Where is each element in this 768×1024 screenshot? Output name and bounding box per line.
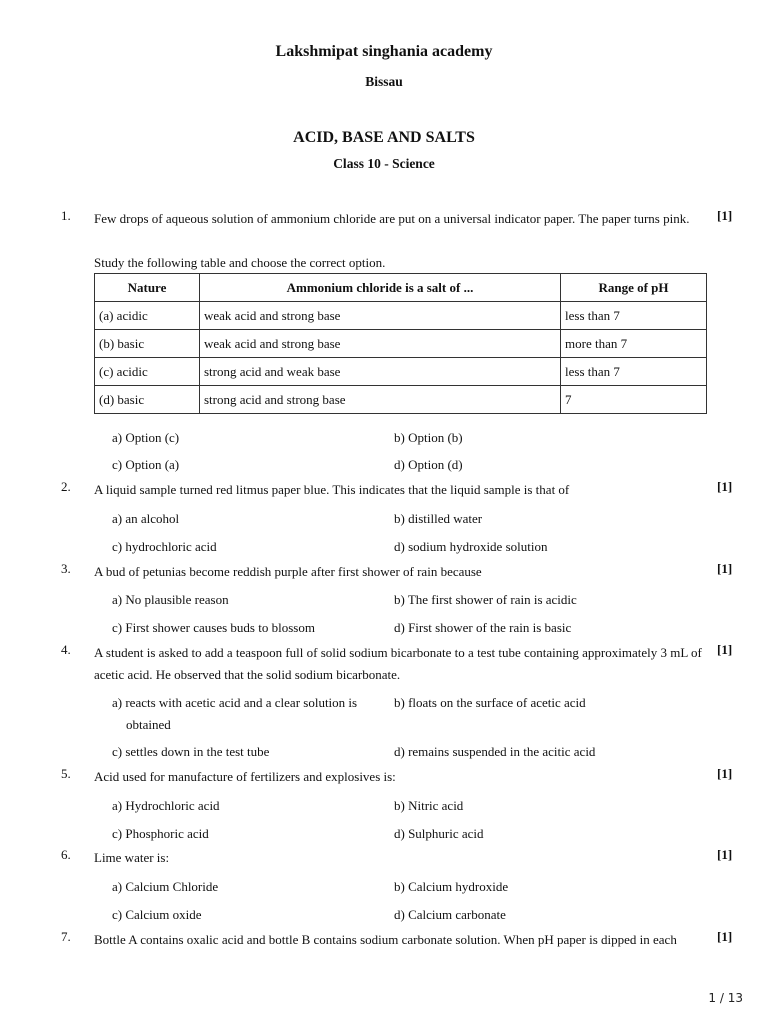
table-cell: less than 7 bbox=[561, 302, 707, 330]
table-header-cell: Range of pH bbox=[561, 274, 707, 302]
question-marks: [1] bbox=[717, 642, 733, 657]
option-b[interactable]: b) distilled water bbox=[394, 511, 483, 526]
table-cell: (b) basic bbox=[95, 330, 200, 358]
option-c[interactable]: c) Option (a) bbox=[112, 457, 180, 472]
option-a[interactable]: a) Option (c) bbox=[112, 430, 180, 445]
table-cell: 7 bbox=[561, 386, 707, 414]
option-b[interactable]: b) The first shower of rain is acidic bbox=[394, 592, 577, 607]
question-number: 2. bbox=[61, 479, 71, 494]
option-a[interactable]: a) Hydrochloric acid bbox=[112, 798, 220, 813]
option-a[interactable]: a) an alcohol bbox=[112, 511, 180, 526]
table-cell: weak acid and strong base bbox=[200, 330, 561, 358]
table-header-row bbox=[95, 274, 707, 302]
question-number: 7. bbox=[61, 929, 71, 944]
school-location: Bissau bbox=[365, 74, 403, 89]
option-c[interactable]: c) Phosphoric acid bbox=[112, 826, 209, 841]
question-marks: [1] bbox=[717, 847, 733, 862]
option-b[interactable]: b) floats on the surface of acetic acid bbox=[394, 695, 586, 710]
question-number: 6. bbox=[61, 847, 71, 862]
table-row bbox=[95, 330, 707, 358]
option-d[interactable]: d) Calcium carbonate bbox=[394, 907, 506, 922]
table-header-cell: Nature bbox=[95, 274, 200, 302]
question-number: 3. bbox=[61, 561, 71, 576]
option-d[interactable]: d) remains suspended in the acitic acid bbox=[394, 744, 596, 759]
question-marks: [1] bbox=[717, 561, 733, 576]
option-d[interactable]: d) First shower of the rain is basic bbox=[394, 620, 572, 635]
table-row bbox=[95, 358, 707, 386]
ph-table bbox=[94, 273, 707, 414]
option-b[interactable]: b) Nitric acid bbox=[394, 798, 464, 813]
question-instruction: Study the following table and choose the correct option. bbox=[94, 255, 386, 270]
option-a[interactable] bbox=[112, 692, 374, 736]
table-cell: less than 7 bbox=[561, 358, 707, 386]
paper-subtitle: Class 10 - Science bbox=[333, 156, 435, 171]
question-marks: [1] bbox=[717, 479, 733, 494]
table-cell: strong acid and weak base bbox=[200, 358, 561, 386]
question-text: Few drops of aqueous solution of ammonium chloride are put on a universal indicator paper. The paper turns pink. bbox=[94, 211, 690, 226]
table-cell: (a) acidic bbox=[95, 302, 200, 330]
table-header-cell: Ammonium chloride is a salt of ... bbox=[200, 274, 561, 302]
option-d[interactable]: d) Sulphuric acid bbox=[394, 826, 484, 841]
question-number: 5. bbox=[61, 766, 71, 781]
question-text: A bud of petunias become reddish purple after first shower of rain because bbox=[94, 564, 482, 579]
option-c[interactable]: c) settles down in the test tube bbox=[112, 744, 270, 759]
table-cell: strong acid and strong base bbox=[200, 386, 561, 414]
option-b[interactable]: b) Calcium hydroxide bbox=[394, 879, 509, 894]
table-cell: (d) basic bbox=[95, 386, 200, 414]
option-d[interactable]: d) sodium hydroxide solution bbox=[394, 539, 548, 554]
question-number: 4. bbox=[61, 642, 71, 657]
question-marks: [1] bbox=[717, 929, 733, 944]
option-c[interactable]: c) First shower causes buds to blossom bbox=[112, 620, 315, 635]
question-marks: [1] bbox=[717, 208, 733, 223]
option-a[interactable]: a) No plausible reason bbox=[112, 592, 229, 607]
table-cell: more than 7 bbox=[561, 330, 707, 358]
option-d[interactable]: d) Option (d) bbox=[394, 457, 463, 472]
table-cell: weak acid and strong base bbox=[200, 302, 561, 330]
school-name: Lakshmipat singhania academy bbox=[275, 43, 493, 60]
question-text: Lime water is: bbox=[94, 850, 170, 865]
option-a-line-2: obtained bbox=[126, 717, 171, 732]
paper-title: ACID, BASE AND SALTS bbox=[293, 129, 475, 146]
question-text: Acid used for manufacture of fertilizers and explosives is: bbox=[94, 769, 396, 784]
question-text: A student is asked to add a teaspoon full of solid sodium bicarbonate to a test tube containing approximately 3 mL of acetic acid. He observed that the solid sodium bicarbonate. bbox=[94, 645, 702, 682]
table-row bbox=[95, 386, 707, 414]
option-a[interactable]: a) Calcium Chloride bbox=[112, 879, 219, 894]
option-c[interactable]: c) Calcium oxide bbox=[112, 907, 202, 922]
option-a-line-1: a) reacts with acetic acid and a clear solution is bbox=[112, 695, 358, 710]
table-row bbox=[95, 302, 707, 330]
option-c[interactable]: c) hydrochloric acid bbox=[112, 539, 217, 554]
table-cell: (c) acidic bbox=[95, 358, 200, 386]
option-b[interactable]: b) Option (b) bbox=[394, 430, 463, 445]
question-text: Bottle A contains oxalic acid and bottle B contains sodium carbonate solution. When pH paper is dipped in each bbox=[94, 932, 677, 947]
question-text: A liquid sample turned red litmus paper blue. This indicates that the liquid sample is that of bbox=[94, 482, 570, 497]
question-number: 1. bbox=[61, 208, 71, 223]
question-marks: [1] bbox=[717, 766, 733, 781]
page-number: 1 / 13 bbox=[708, 991, 743, 1005]
